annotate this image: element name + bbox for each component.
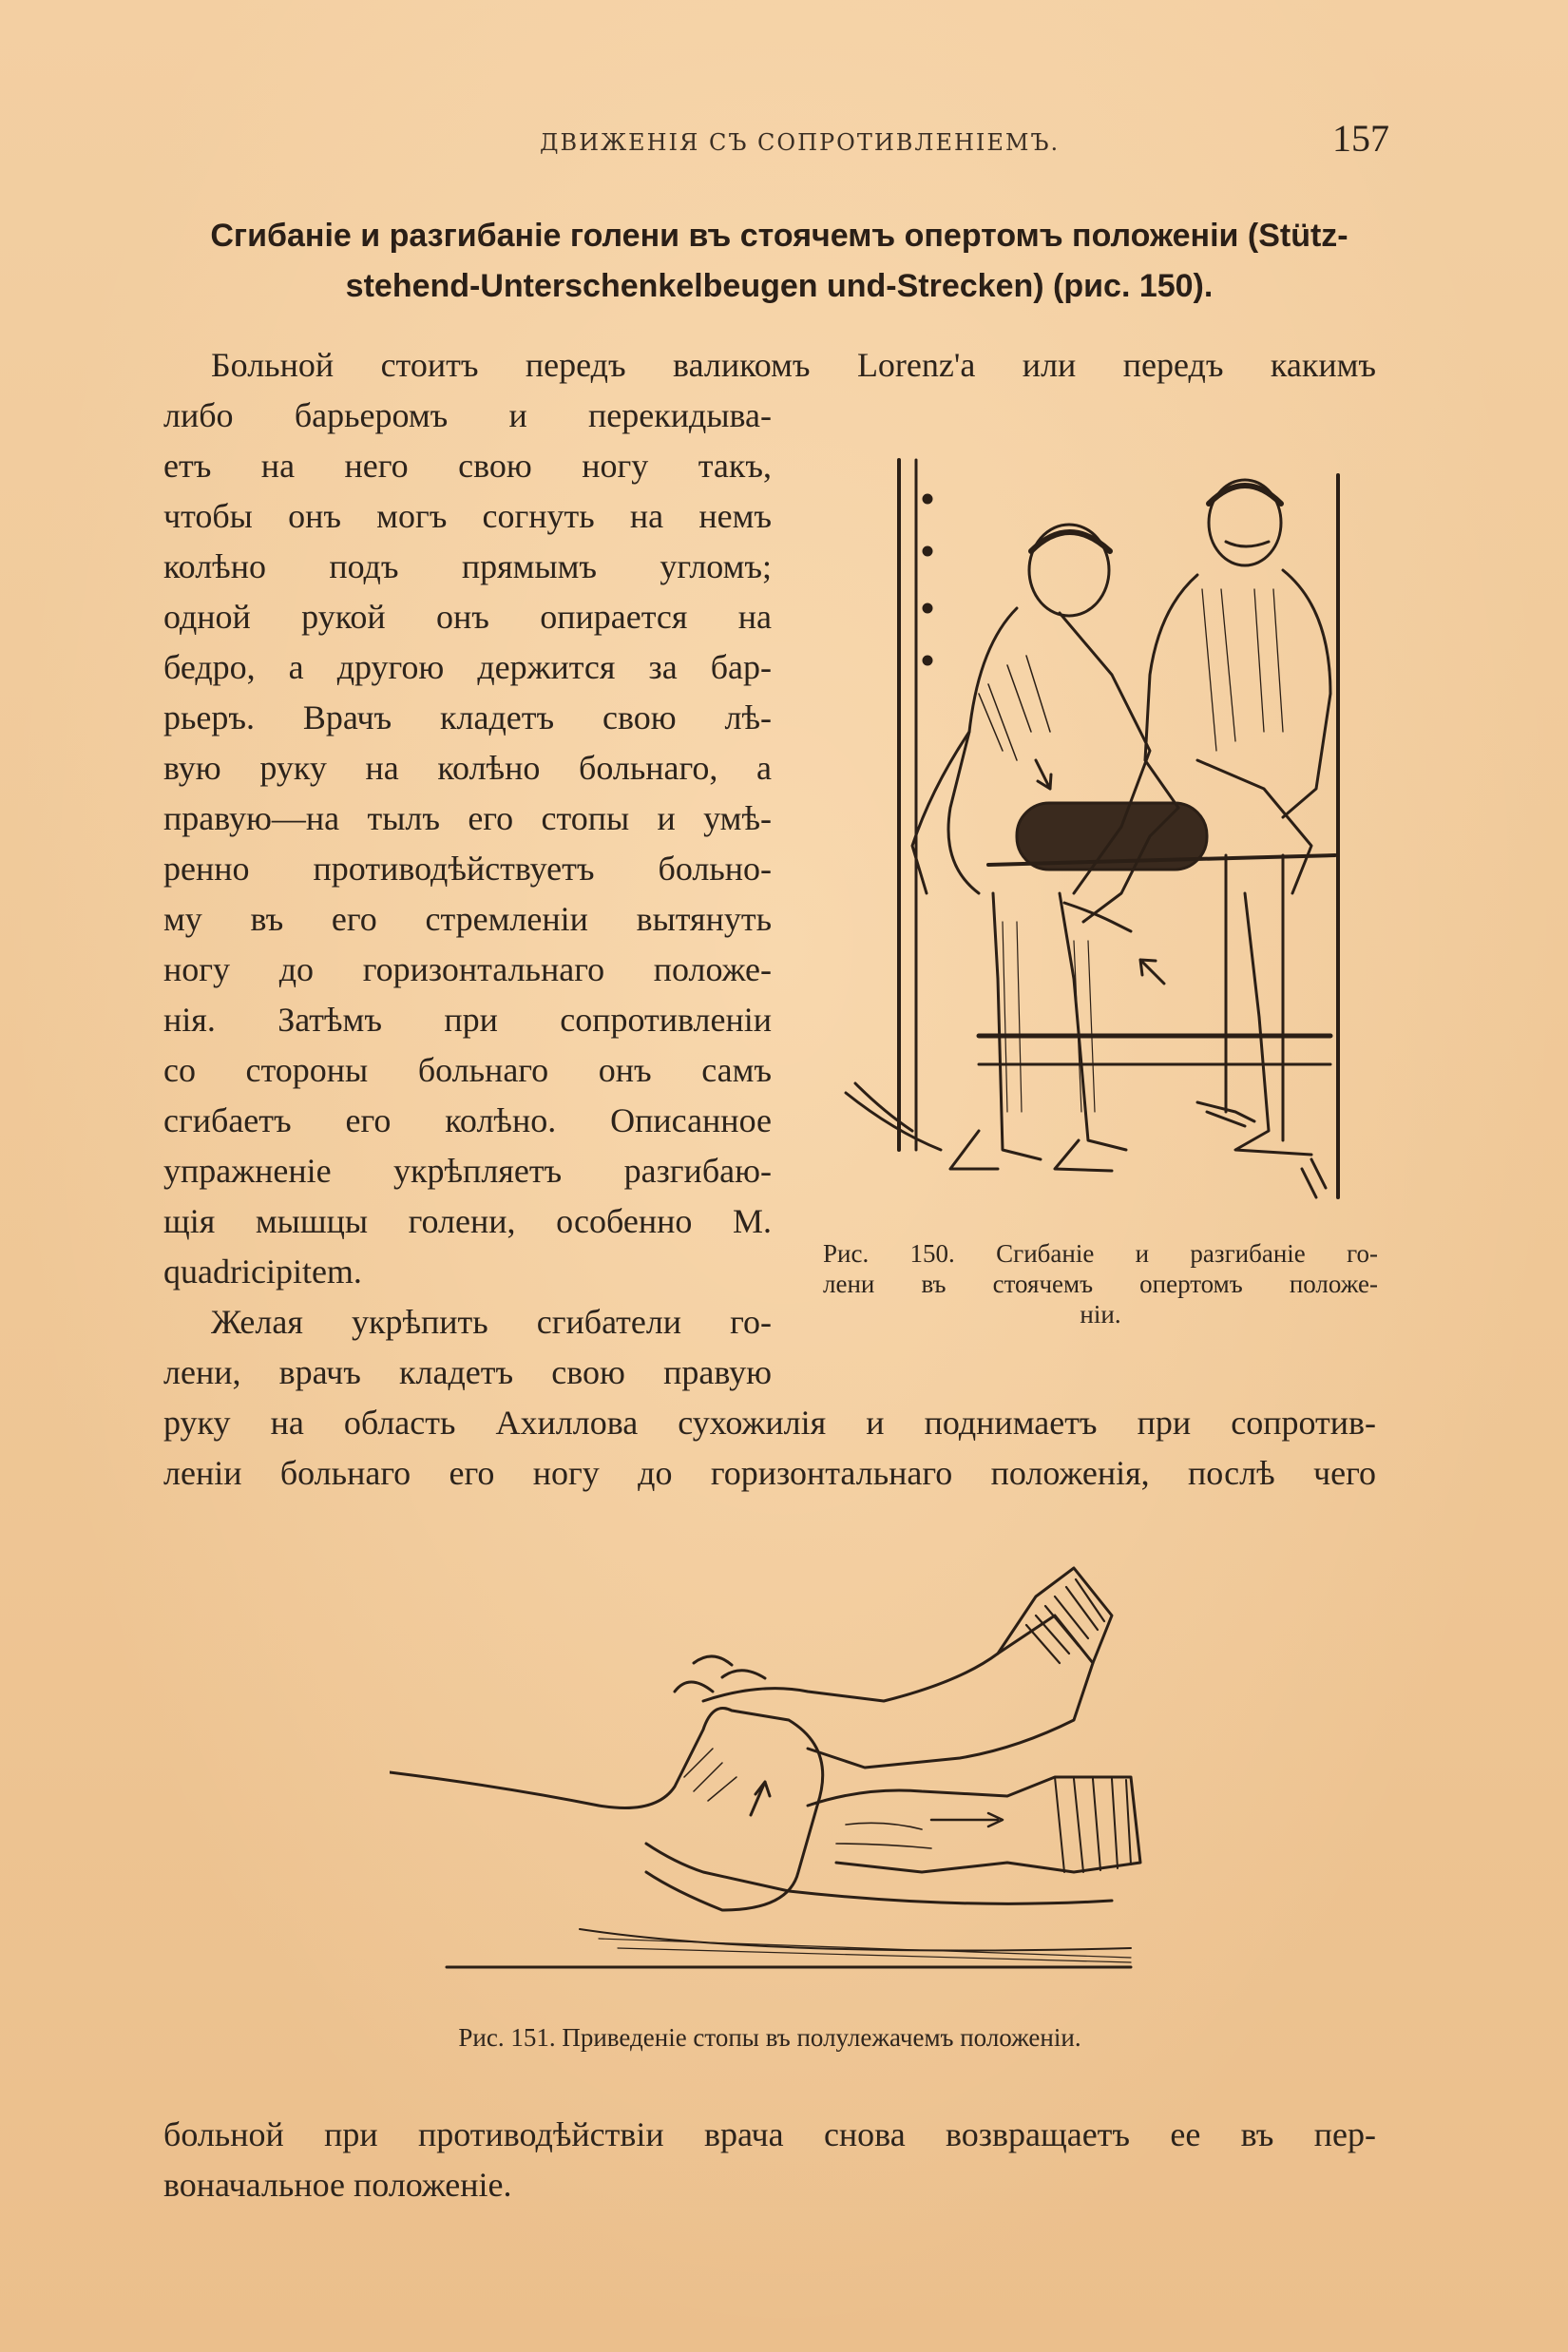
text-line: нія. Затѣмъ при сопротивленіи <box>163 1001 772 1039</box>
page-number: 157 <box>1332 117 1389 160</box>
text-line: чтобы онъ могъ согнуть на немъ <box>163 497 772 535</box>
figure-150-caption-line: ніи. <box>1080 1300 1121 1329</box>
section-heading <box>163 211 1395 312</box>
text-line: сгибаетъ его колѣно. Описанное <box>163 1101 772 1139</box>
figure-150-caption-line: лени въ стоячемъ опертомъ положе- <box>823 1270 1378 1298</box>
figure-150-caption-line: Рис. 150. Сгибаніе и разгибаніе го- <box>823 1239 1378 1268</box>
text-line: рьеръ. Врачъ кладетъ свою лѣ- <box>163 698 772 736</box>
text-line: больной при противодѣйствіи врача снова возвращаетъ ее въ пер- <box>163 2115 1376 2153</box>
section-heading-line: Сгибаніе и разгибаніе голени въ стоячемъ опертомъ положеніи (Stütz- <box>210 218 1348 254</box>
text-line: колѣно подъ прямымъ угломъ; <box>163 547 772 585</box>
text-line: щія мышцы голени, особенно M. <box>163 1202 772 1240</box>
section-heading-line: stehend-Unterschenkelbeugen und-Strecken) (рис. 150). <box>345 268 1214 304</box>
text-line: Желая укрѣпить сгибатели го- <box>211 1303 772 1341</box>
text-line: упражненіе укрѣпляетъ разгибаю- <box>163 1152 772 1190</box>
text-line: етъ на него свою ногу такъ, <box>163 447 772 485</box>
text-line: Больной стоитъ передъ валикомъ Lorenz'а или передъ какимъ <box>211 346 1376 384</box>
running-head <box>163 116 1389 163</box>
text-line: вую руку на колѣно больнаго, а <box>163 749 772 787</box>
text-line: одной рукой онъ опирается на <box>163 598 772 636</box>
text-line: руку на область Ахиллова сухожилія и поднимаетъ при сопротив- <box>163 1404 1376 1442</box>
figure-151-illustration <box>390 1558 1178 1986</box>
text-line: quadricipitem. <box>163 1252 362 1291</box>
figure-151-caption: Рис. 151. Приведеніе стопы въ полулежачемъ положеніи. <box>458 2023 1081 2052</box>
text-line: бедро, а другою держится за бар- <box>163 648 772 686</box>
figure-150-illustration <box>836 447 1349 1207</box>
text-line: леніи больнаго его ногу до горизонтальнаго положенія, послѣ чего <box>163 1454 1376 1492</box>
text-line: воначальное положеніе. <box>163 2166 512 2204</box>
text-line: му въ его стремленіи вытянуть <box>163 900 772 938</box>
text-line: ренно противодѣйствуетъ больно- <box>163 850 772 888</box>
text-line: либо барьеромъ и перекидыва- <box>163 396 772 434</box>
text-line: со стороны больнаго онъ самъ <box>163 1051 772 1089</box>
text-line: лени, врачъ кладетъ свою правую <box>163 1353 772 1391</box>
text-line: ногу до горизонтальнаго положе- <box>163 950 772 988</box>
running-title: ДВИЖЕНІЯ СЪ СОПРОТИВЛЕНІЕМЪ. <box>540 129 1061 156</box>
text-line: правую—на тылъ его стопы и умѣ- <box>163 799 772 837</box>
